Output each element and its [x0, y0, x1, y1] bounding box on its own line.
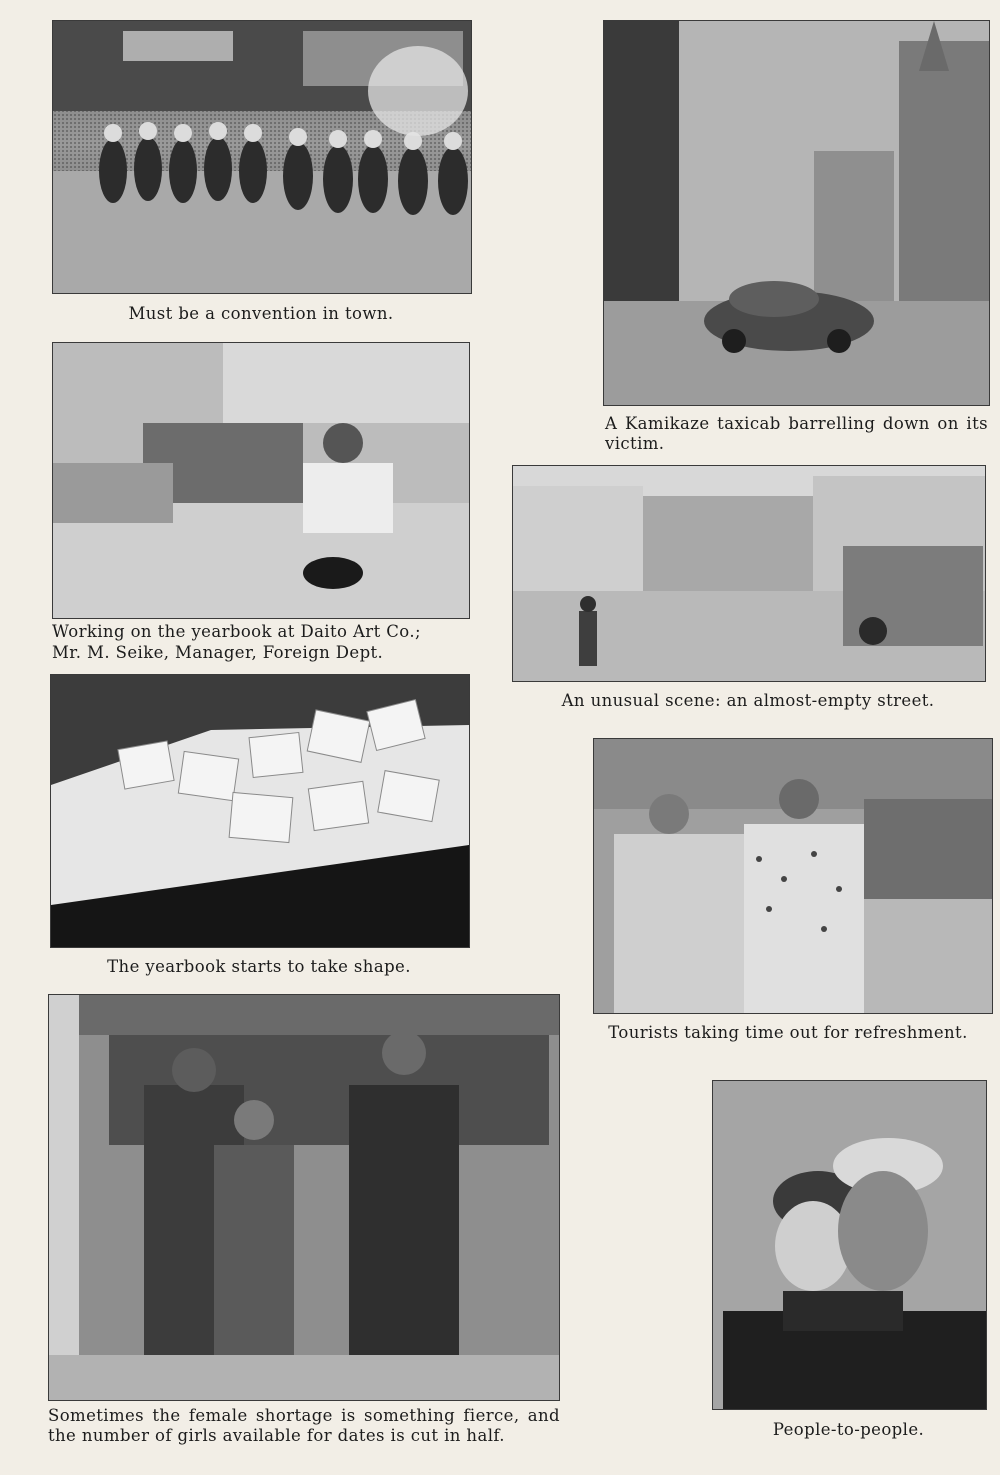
yearbook-shape-photo: [50, 674, 470, 948]
taxicab-photo: [603, 20, 990, 406]
people-caption: People-to-people.: [772, 1420, 925, 1439]
parade-caption: Must be a convention in town.: [128, 304, 394, 323]
yearbook-office-photo: [52, 342, 470, 619]
taxicab-caption: A Kamikaze taxicab barrelling down on its victim.: [605, 414, 988, 453]
empty-street-caption: An unusual scene: an almost-empty street.: [561, 691, 935, 710]
yearbook-shape-caption: The yearbook starts to take shape.: [107, 957, 411, 976]
shop-group-photo: [48, 994, 560, 1401]
people-photo: [712, 1080, 987, 1410]
tourists-photo: [593, 738, 993, 1014]
yearbook-office-caption-line1: Working on the yearbook at Daito Art Co.;: [52, 622, 421, 641]
tourists-caption: Tourists taking time out for refreshment.: [608, 1023, 968, 1042]
shop-group-caption: Sometimes the female shortage is something fierce, and the number of girls available for dates is cut in half.: [48, 1406, 560, 1445]
parade-photo: [52, 20, 472, 294]
yearbook-office-caption-line2: Mr. M. Seike, Manager, Foreign Dept.: [52, 643, 384, 662]
empty-street-photo: [512, 465, 986, 682]
